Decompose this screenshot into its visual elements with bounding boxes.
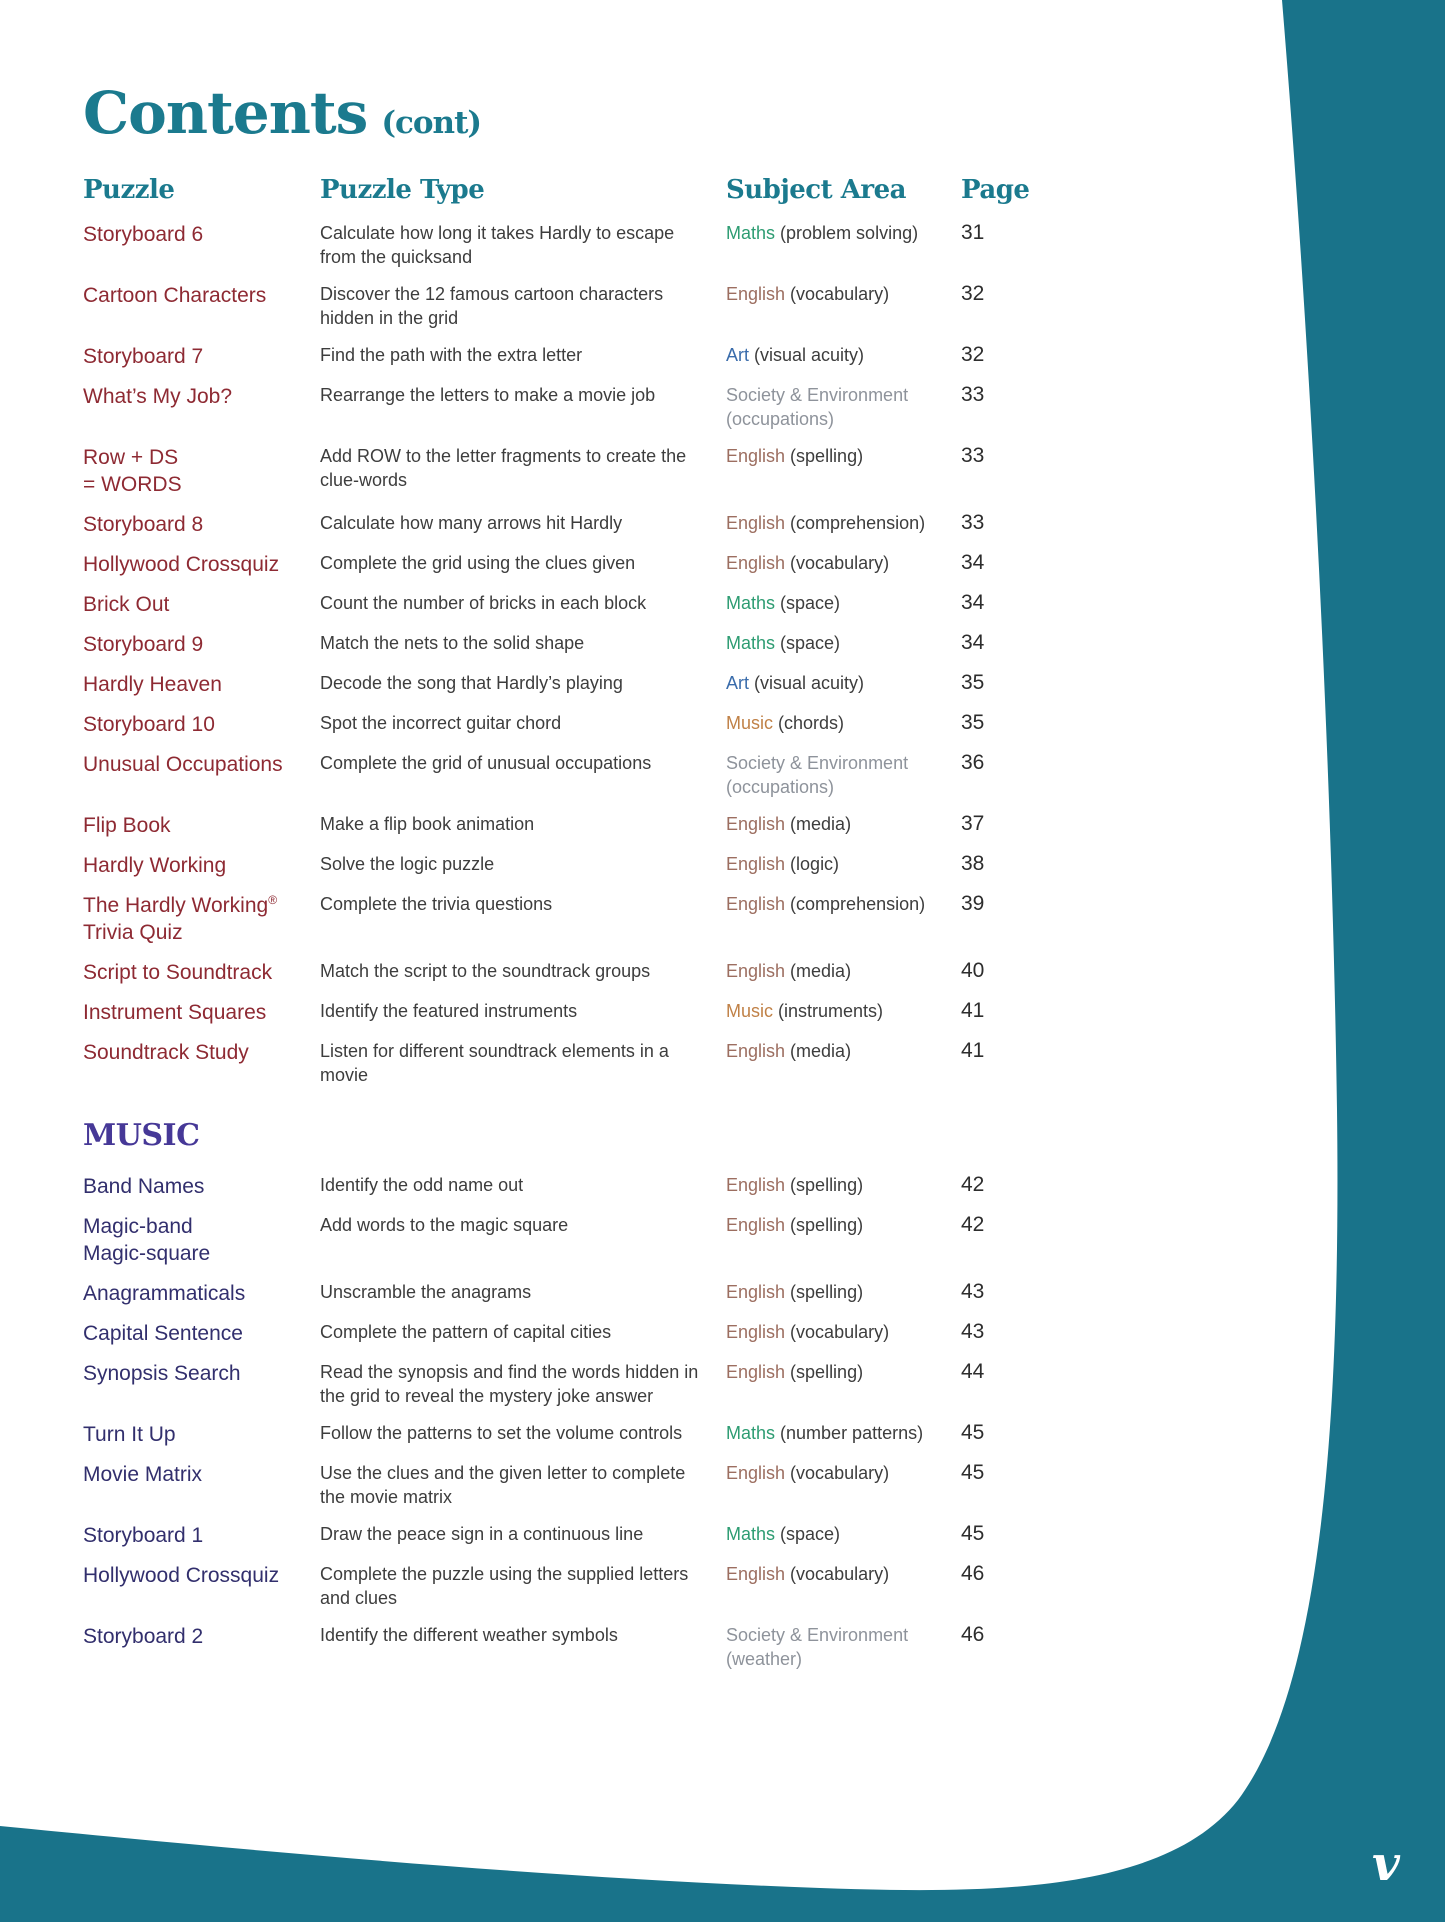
page-number-cell: 33	[961, 382, 985, 406]
puzzle-name-line: Storyboard 6	[83, 222, 204, 246]
subject-area	[726, 1039, 961, 1063]
page-number-cell: 36	[961, 750, 985, 774]
page-number-cell: 34	[961, 590, 985, 614]
puzzle-name-line: Turn It Up	[83, 1422, 176, 1446]
table-row	[83, 1461, 1223, 1509]
table-row	[83, 1522, 1223, 1549]
subject-detail: (occupations)	[726, 776, 835, 797]
puzzle-name-line: Storyboard 2	[83, 1624, 204, 1648]
puzzle-name	[83, 551, 320, 578]
subject-name: English	[726, 1040, 786, 1061]
subject-area	[726, 1421, 961, 1445]
puzzle-type: Make a flip book animation	[320, 813, 535, 834]
puzzle-type: Calculate how long it takes Hardly to escape from the quicksand	[320, 222, 675, 267]
subject-area	[726, 1213, 961, 1237]
table-row	[83, 892, 1223, 946]
subject-detail: (visual acuity)	[749, 672, 865, 693]
page-number-cell: 41	[961, 1038, 985, 1062]
page-number-cell: 44	[961, 1359, 985, 1383]
subject-detail: (vocabulary)	[785, 552, 890, 573]
subject-area	[726, 343, 961, 367]
subject-name: English	[726, 893, 786, 914]
subject-area	[726, 1173, 961, 1197]
puzzle-name	[83, 1360, 320, 1387]
subject-area	[726, 444, 961, 468]
subject-area	[726, 1522, 961, 1546]
puzzle-name-line: Brick Out	[83, 592, 170, 616]
subject-name: Art	[726, 344, 750, 365]
table-row	[83, 551, 1223, 578]
puzzle-name-line: Hollywood Crossquiz	[83, 552, 280, 576]
puzzle-name-line: Instrument Squares	[83, 1000, 267, 1024]
puzzle-name	[83, 1320, 320, 1347]
table-row	[83, 999, 1223, 1026]
puzzle-name	[83, 511, 320, 538]
page-number-cell: 34	[961, 550, 985, 574]
puzzle-type: Identify the featured instruments	[320, 1000, 578, 1021]
subject-detail: (occupations)	[726, 408, 835, 429]
table-row	[83, 282, 1223, 330]
subject-area	[726, 892, 961, 916]
puzzle-type: Match the nets to the solid shape	[320, 632, 585, 653]
subject-name: Maths	[726, 1523, 776, 1544]
puzzle-type: Rearrange the letters to make a movie job	[320, 384, 656, 405]
table-row	[83, 1562, 1223, 1610]
puzzle-type: Unscramble the anagrams	[320, 1281, 532, 1302]
subject-area	[726, 711, 961, 735]
table-row	[83, 1173, 1223, 1200]
subject-detail: (spelling)	[785, 1361, 864, 1382]
subject-name: Maths	[726, 222, 776, 243]
puzzle-name	[83, 959, 320, 986]
puzzle-name-line: Storyboard 10	[83, 712, 215, 736]
page-number-cell: 42	[961, 1172, 985, 1196]
subject-name: Music	[726, 712, 774, 733]
puzzle-type: Read the synopsis and find the words hidden in the grid to reveal the mystery joke answer	[320, 1361, 699, 1406]
puzzle-type: Follow the patterns to set the volume controls	[320, 1422, 683, 1443]
subject-name: English	[726, 1361, 786, 1382]
puzzle-type: Find the path with the extra letter	[320, 344, 583, 365]
subject-detail: (problem solving)	[775, 222, 919, 243]
page-number-cell: 35	[961, 710, 985, 734]
subject-area	[726, 1623, 961, 1671]
puzzle-name-line: Storyboard 9	[83, 632, 204, 656]
column-header-puzzle: Puzzle	[83, 175, 175, 205]
puzzle-name	[83, 1461, 320, 1488]
puzzle-name-line: Trivia Quiz	[83, 920, 183, 944]
puzzle-name	[83, 631, 320, 658]
subject-detail: (media)	[785, 813, 852, 834]
puzzle-type: Solve the logic puzzle	[320, 853, 495, 874]
puzzle-name	[83, 892, 320, 946]
puzzle-name-line: Soundtrack Study	[83, 1040, 249, 1064]
page-number-cell: 39	[961, 891, 985, 915]
puzzle-type: Add words to the magic square	[320, 1214, 569, 1235]
subject-name: English	[726, 853, 786, 874]
page-number: v	[1372, 1836, 1400, 1892]
subject-detail: (spelling)	[785, 1214, 864, 1235]
subject-area	[726, 852, 961, 876]
subject-detail: (chords)	[773, 712, 845, 733]
subject-name: English	[726, 445, 786, 466]
subject-detail: (comprehension)	[785, 512, 926, 533]
table-row	[83, 1039, 1223, 1087]
puzzle-type: Decode the song that Hardly’s playing	[320, 672, 623, 693]
table-row	[83, 1360, 1223, 1408]
subject-area	[726, 1360, 961, 1384]
subject-name: Society & Environment	[726, 752, 909, 773]
subject-name: Society & Environment	[726, 384, 909, 405]
page-number-cell: 41	[961, 998, 985, 1022]
puzzle-name	[83, 444, 320, 498]
puzzle-type: Complete the pattern of capital cities	[320, 1321, 612, 1342]
subject-name: Society & Environment	[726, 1624, 909, 1645]
subject-detail: (vocabulary)	[785, 1462, 890, 1483]
subject-detail: (spelling)	[785, 1281, 864, 1302]
puzzle-name	[83, 343, 320, 370]
subject-name: Maths	[726, 1422, 776, 1443]
puzzle-type: Match the script to the soundtrack groups	[320, 960, 651, 981]
puzzle-type: Add ROW to the letter fragments to create the clue-words	[320, 445, 687, 490]
table-row	[83, 959, 1223, 986]
puzzle-name	[83, 1173, 320, 1200]
puzzle-name	[83, 812, 320, 839]
puzzle-name	[83, 1522, 320, 1549]
puzzle-name	[83, 1039, 320, 1066]
puzzle-name-line: Script to Soundtrack	[83, 960, 273, 984]
subject-area	[726, 1461, 961, 1485]
table-row	[83, 671, 1223, 698]
puzzle-name-line: Anagrammaticals	[83, 1281, 246, 1305]
page-number-cell: 45	[961, 1521, 985, 1545]
page-number-cell: 46	[961, 1622, 985, 1646]
table-row	[83, 852, 1223, 879]
subject-detail: (media)	[785, 1040, 852, 1061]
puzzle-name-line: Flip Book	[83, 813, 171, 837]
puzzle-name-line: Movie Matrix	[83, 1462, 203, 1486]
column-header-page: Page	[961, 175, 1030, 205]
page-number-cell: 34	[961, 630, 985, 654]
page-number-cell: 31	[961, 220, 985, 244]
subject-name: English	[726, 960, 786, 981]
page-number-cell: 33	[961, 443, 985, 467]
registered-trademark-symbol: ®	[268, 892, 278, 907]
puzzle-name	[83, 751, 320, 778]
page-number-cell: 32	[961, 281, 985, 305]
subject-detail: (logic)	[785, 853, 840, 874]
subject-detail: (comprehension)	[785, 893, 926, 914]
puzzle-name-line: Storyboard 1	[83, 1523, 204, 1547]
subject-area	[726, 511, 961, 535]
puzzle-name-line: Magic-square	[83, 1241, 211, 1265]
puzzle-type: Discover the 12 famous cartoon characters hidden in the grid	[320, 283, 664, 328]
subject-name: English	[726, 813, 786, 834]
table-row	[83, 1623, 1223, 1671]
subject-name: Music	[726, 1000, 774, 1021]
subject-area	[726, 551, 961, 575]
puzzle-name-line: What’s My Job?	[83, 384, 232, 408]
page-title-suffix: (cont)	[381, 105, 482, 141]
table-row	[83, 1280, 1223, 1307]
subject-name: English	[726, 1174, 786, 1195]
table-body	[83, 221, 1223, 1671]
subject-area	[726, 631, 961, 655]
page-number-cell: 46	[961, 1561, 985, 1585]
puzzle-name	[83, 1562, 320, 1589]
table-row	[83, 1320, 1223, 1347]
contents-page	[83, 79, 1223, 1684]
puzzle-type: Identify the odd name out	[320, 1174, 524, 1195]
page-number-cell: 45	[961, 1420, 985, 1444]
page-number-cell: 40	[961, 958, 985, 982]
puzzle-type: Count the number of bricks in each block	[320, 592, 647, 613]
page-number-cell: 38	[961, 851, 985, 875]
puzzle-name-line: Hollywood Crossquiz	[83, 1563, 280, 1587]
puzzle-name-line: Hardly Working	[83, 853, 227, 877]
subject-detail: (media)	[785, 960, 852, 981]
subject-detail: (weather)	[726, 1648, 803, 1669]
page-title: Contents	[83, 79, 368, 147]
table-row	[83, 511, 1223, 538]
puzzle-type: Complete the trivia questions	[320, 893, 553, 914]
puzzle-name	[83, 671, 320, 698]
table-row	[83, 751, 1223, 799]
table-row	[83, 1213, 1223, 1267]
subject-detail: (vocabulary)	[785, 1563, 890, 1584]
subject-name: English	[726, 283, 786, 304]
subject-area	[726, 959, 961, 983]
puzzle-name	[83, 591, 320, 618]
page-number-cell: 42	[961, 1212, 985, 1236]
column-header-subject-area: Subject Area	[726, 175, 906, 205]
puzzle-name	[83, 1623, 320, 1650]
subject-name: English	[726, 552, 786, 573]
puzzle-name-line: = WORDS	[83, 472, 182, 496]
puzzle-name-line: Hardly Heaven	[83, 672, 222, 696]
subject-detail: (instruments)	[773, 1000, 884, 1021]
table-row	[83, 591, 1223, 618]
puzzle-name-line: Magic-band	[83, 1214, 193, 1238]
page-number-cell: 35	[961, 670, 985, 694]
subject-name: Maths	[726, 592, 776, 613]
page-number-cell: 45	[961, 1460, 985, 1484]
table-row	[83, 812, 1223, 839]
table-row	[83, 711, 1223, 738]
puzzle-name-line: Row + DS	[83, 445, 179, 469]
subject-area	[726, 591, 961, 615]
puzzle-name-line: Band Names	[83, 1174, 205, 1198]
subject-name: English	[726, 512, 786, 533]
subject-name: English	[726, 1321, 786, 1342]
puzzle-name	[83, 1280, 320, 1307]
table-row	[83, 631, 1223, 658]
puzzle-name-line: Unusual Occupations	[83, 752, 283, 776]
page-number-cell: 37	[961, 811, 985, 835]
subject-name: English	[726, 1281, 786, 1302]
puzzle-name-line: Synopsis Search	[83, 1361, 241, 1385]
table-row	[83, 444, 1223, 498]
subject-name: Art	[726, 672, 750, 693]
table-row	[83, 343, 1223, 370]
table-row	[83, 383, 1223, 431]
subject-area	[726, 1320, 961, 1344]
subject-area	[726, 1562, 961, 1586]
subject-area	[726, 812, 961, 836]
puzzle-type: Identify the different weather symbols	[320, 1624, 618, 1645]
subject-area	[726, 1280, 961, 1304]
subject-area	[726, 751, 961, 799]
subject-detail: (space)	[775, 592, 841, 613]
puzzle-type: Complete the grid of unusual occupations	[320, 752, 652, 773]
subject-detail: (number patterns)	[775, 1422, 924, 1443]
subject-area	[726, 999, 961, 1023]
page-number-cell: 33	[961, 510, 985, 534]
puzzle-name-line: Capital Sentence	[83, 1321, 243, 1345]
section-heading-music: MUSIC	[83, 1117, 200, 1153]
puzzle-name	[83, 383, 320, 410]
table-row	[83, 1421, 1223, 1448]
puzzle-name-line: The Hardly Working®	[83, 892, 278, 917]
subject-detail: (spelling)	[785, 445, 864, 466]
page-number-cell: 43	[961, 1279, 985, 1303]
puzzle-type: Complete the grid using the clues given	[320, 552, 636, 573]
subject-detail: (space)	[775, 1523, 841, 1544]
subject-detail: (space)	[775, 632, 841, 653]
puzzle-name	[83, 282, 320, 309]
puzzle-type: Complete the puzzle using the supplied letters and clues	[320, 1563, 689, 1608]
subject-area	[726, 383, 961, 431]
subject-name: Maths	[726, 632, 776, 653]
subject-detail: (vocabulary)	[785, 1321, 890, 1342]
puzzle-name-line: Cartoon Characters	[83, 283, 267, 307]
subject-detail: (visual acuity)	[749, 344, 865, 365]
subject-detail: (vocabulary)	[785, 283, 890, 304]
table-header-row	[83, 176, 1223, 205]
page-number-cell: 32	[961, 342, 985, 366]
subject-name: English	[726, 1462, 786, 1483]
puzzle-type: Draw the peace sign in a continuous line	[320, 1523, 644, 1544]
puzzle-name	[83, 999, 320, 1026]
puzzle-name	[83, 1213, 320, 1267]
page-number-cell: 43	[961, 1319, 985, 1343]
table-row	[83, 221, 1223, 269]
subject-area	[726, 221, 961, 245]
puzzle-type: Use the clues and the given letter to complete the movie matrix	[320, 1462, 686, 1507]
puzzle-name	[83, 221, 320, 248]
puzzle-name-line: Storyboard 7	[83, 344, 204, 368]
subject-area	[726, 282, 961, 306]
puzzle-type: Spot the incorrect guitar chord	[320, 712, 562, 733]
subject-area	[726, 671, 961, 695]
column-header-puzzle-type: Puzzle Type	[320, 175, 485, 205]
puzzle-type: Listen for different soundtrack elements in a movie	[320, 1040, 669, 1085]
subject-name: English	[726, 1214, 786, 1235]
page-title-row	[83, 79, 1223, 147]
puzzle-type: Calculate how many arrows hit Hardly	[320, 512, 623, 533]
puzzle-name	[83, 1421, 320, 1448]
subject-name: English	[726, 1563, 786, 1584]
puzzle-name-line: Storyboard 8	[83, 512, 204, 536]
puzzle-name	[83, 852, 320, 879]
puzzle-name	[83, 711, 320, 738]
subject-detail: (spelling)	[785, 1174, 864, 1195]
